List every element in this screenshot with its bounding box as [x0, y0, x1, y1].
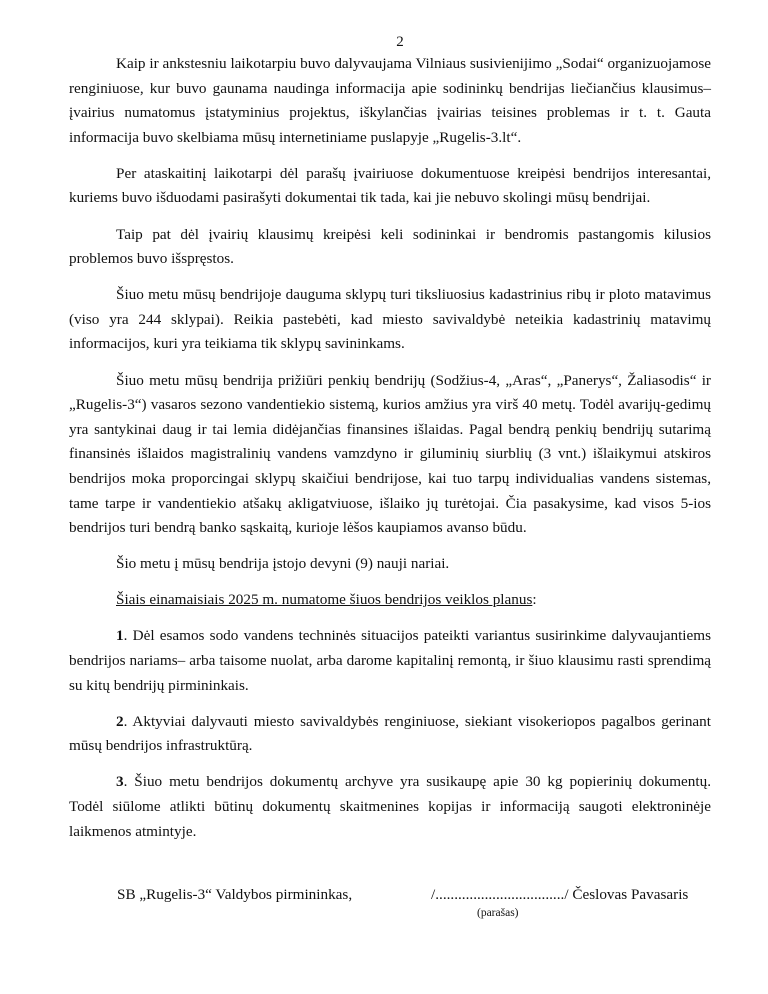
plan-item-1 [69, 624, 711, 698]
plans-heading-colon: : [532, 591, 537, 609]
paragraph-cadastral: Šiuo metu mūsų bendrijoje dauguma sklypų turi tiksliuosius kadastrinius ribų ir ploto matavimus (viso yra 244 sklypai). Reikia pastebėti, kad miesto savivaldybė neteikia kadastrinių matavimų informacijos, kuri yra teikiama tik sklypų savininkams. [69, 286, 711, 353]
document-body [69, 52, 711, 856]
signature-role: SB „Rugelis-3“ Valdybos pirmininkas, [117, 886, 353, 903]
paragraph-events: Kaip ir ankstesniu laikotarpiu buvo dalyvaujama Vilniaus susivienijimo „Sodai“ organizuojamose renginiuose, kur buvo gaunama naudinga informacija apie sodininkų bendrijas liečiančius klausimus– įvairius numatomus įstatyminius projektus, iškylančias įvairias teisines problemas ir t. t. Gauta informacija buvo skelbiama mūsų internetiniame puslapyje „Rugelis-3.lt“. [69, 55, 711, 146]
plan-number: 2 [116, 712, 124, 730]
plan-text: . Aktyviai dalyvauti miesto savivaldybės renginiuose, siekiant visokeriopos pagalbos gerinant mūsų bendrijos infrastruktūrą. [69, 712, 711, 755]
paragraph-water-system: Šiuo metu mūsų bendrija prižiūri penkių bendrijų (Sodžius-4, „Aras“, „Panerys“, Žaliasodis“ ir „Rugelis-3“) vasaros sezono vandentiekio sistemą, kurios amžius yra virš 40 metų. Todėl avarijų-gedimų yra santykinai daug ir tai lemia didėjančias finansines išlaidas. Pagal bendrą penkių bendrijų sutarimą finansinės išlaidos magistralinių vandens vamzdyno ir giluminių siurblių (3 vnt.) išlaikymui atskiros bendrijos moka proporcingai sklypų skaičiui bendrijose, kai tuo tarpų individualias vandens sistemas, tame tarpe ir vandentiekio atšakų akligatviuose, išlaiko jų turėtojai. Čia pasakysime, kad visos 5-ios bendrijos turi bendrą banko sąskaitą, kurioje lėšos kaupiamos avanso būdu. [69, 371, 711, 537]
paragraph-inquiries: Taip pat dėl įvairių klausimų kreipėsi keli sodininkai ir bendromis pastangomis kilusios problemos buvo išspręstos. [69, 225, 711, 268]
plans-heading: Šiais einamaisiais 2025 m. numatome šiuos bendrijos veiklos planus [116, 591, 533, 609]
plan-text: . Dėl esamos sodo vandens techninės situacijos pateikti variantus susirinkime dalyvaujantiems bendrijos nariams– arba taisome nuolat, arba darome kapitalinį remontą, ir šiuo klausimu rasti sprendimą su kitų bendrijų pirmininkais. [69, 627, 711, 694]
plan-item-3 [69, 770, 711, 844]
plan-text: . Šiuo metu bendrijos dokumentų archyve yra susikaupę apie 30 kg popierinių dokumentų. Todėl siūlome atlikti būtinų dokumentų skaitmenines kopijas ir informaciją saugoti elektroninėje laikmenos atmintyje. [69, 773, 711, 840]
plans-heading-paragraph [69, 588, 711, 613]
signature-line: /................................../ Česlovas Pavasaris [431, 886, 689, 903]
plan-number: 1 [116, 627, 124, 645]
paragraph-signatures: Per ataskaitinį laikotarpi dėl parašų įvairiuose dokumentuose kreipėsi bendrijos interesantai, kuriems buvo išduodami pasirašyti dokumentai tik tada, kai jie nebuvo skolingi mūsų bendrijai. [69, 164, 711, 207]
paragraph-new-members: Šio metu į mūsų bendrija įstojo devyni (9) nauji nariai. [116, 555, 450, 573]
plan-number: 3 [116, 773, 124, 791]
signature-caption: (parašas) [477, 907, 519, 919]
page-number: 2 [396, 34, 404, 50]
plan-item-2 [69, 710, 711, 759]
